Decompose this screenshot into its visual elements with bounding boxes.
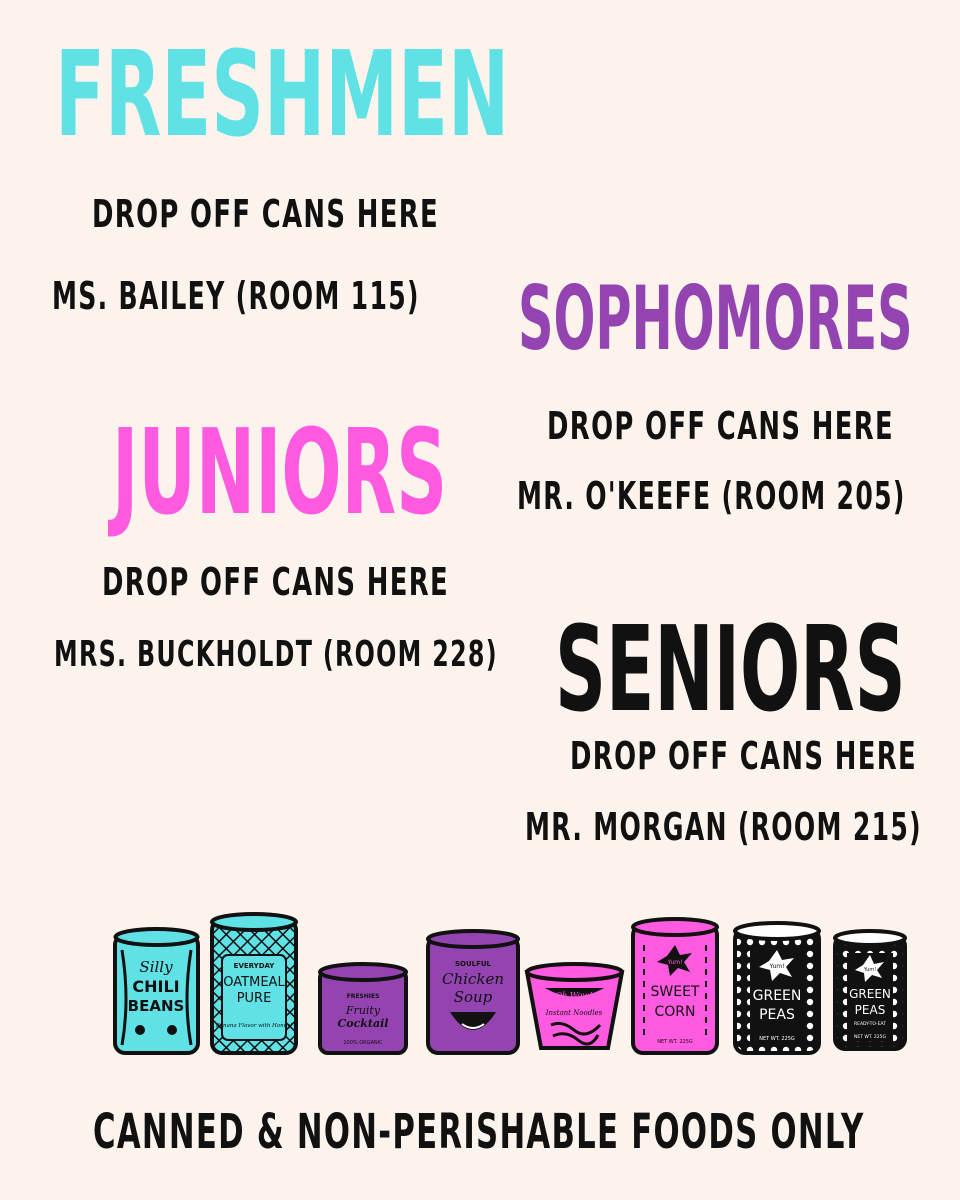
freshmen-title: FRESHMEN — [55, 25, 510, 163]
sophomores-location: MR. O'KEEFE (ROOM 205) — [517, 474, 906, 518]
soup-top: SOULFUL — [454, 960, 492, 968]
green-peas-can — [735, 923, 819, 1053]
seniors-instruction: DROP OFF CANS HERE — [570, 734, 918, 778]
sophomores-title: SOPHOMORES — [518, 267, 913, 370]
noodles-top: Oh Wow! — [555, 991, 593, 1000]
chili-label-2: CHILI — [132, 977, 180, 996]
green-peas-can-small — [835, 931, 905, 1049]
seniors-title: SENIORS — [555, 600, 906, 738]
oatmeal-top: EVERYDAY — [233, 962, 275, 970]
oatmeal-tag: Banana Flavor with Honey! — [215, 1023, 293, 1029]
fruit-label-2: Cocktail — [337, 1017, 389, 1030]
oatmeal-label-2: PURE — [236, 991, 272, 1006]
footer-note: CANNED & NON-PERISHABLE FOODS ONLY — [93, 1104, 865, 1160]
juniors-instruction: DROP OFF CANS HERE — [102, 560, 450, 604]
fruit-bottom: 100% ORGANIC — [343, 1040, 383, 1046]
juniors-location: MRS. BUCKHOLDT (ROOM 228) — [54, 634, 498, 675]
oatmeal-label-1: OATMEAL — [223, 975, 285, 990]
corn-label-1: SWEET — [650, 984, 700, 1000]
corn-label-2: CORN — [654, 1004, 696, 1020]
chili-label-1: Silly — [139, 958, 173, 976]
peas1-badge: Yum! — [769, 963, 785, 970]
soup-label-2: Soup — [453, 988, 493, 1006]
noodles-label: Instant Noodles — [545, 1009, 603, 1017]
peas2-label-1: GREEN — [849, 987, 891, 1001]
sophomores-instruction: DROP OFF CANS HERE — [547, 404, 895, 448]
chili-beans-can — [115, 929, 198, 1053]
peas2-tag: READY-TO-EAT — [853, 1022, 887, 1027]
corn-bottom: NET WT. 225G — [657, 1039, 693, 1045]
chili-label-3: BEANS — [127, 997, 185, 1015]
peas1-label-2: PEAS — [759, 1007, 795, 1023]
peas1-label-1: GREEN — [752, 988, 802, 1004]
corn-badge: Yum! — [667, 959, 683, 966]
peas1-bottom: NET WT. 225G — [759, 1036, 795, 1042]
instant-noodles-cup — [527, 964, 622, 1048]
juniors-title: JUNIORS — [112, 403, 448, 541]
freshmen-instruction: DROP OFF CANS HERE — [92, 192, 440, 236]
oatmeal-can — [212, 914, 296, 1053]
seniors-location: MR. MORGAN (ROOM 215) — [525, 805, 922, 849]
peas2-label-2: PEAS — [854, 1003, 886, 1017]
sweet-corn-can — [633, 919, 717, 1053]
fruit-label-1: Fruity — [345, 1004, 381, 1017]
peas2-bottom: NET WT. 225G — [854, 1035, 886, 1040]
fruit-top: FRESHIES — [346, 993, 380, 1000]
chicken-soup-can — [428, 931, 518, 1053]
canned-food-illustration — [0, 900, 960, 1070]
freshmen-location: MS. BAILEY (ROOM 115) — [52, 274, 420, 318]
peas2-badge: Yum! — [863, 967, 877, 973]
soup-label-1: Chicken — [442, 970, 504, 988]
fruit-cocktail-can — [320, 964, 406, 1053]
